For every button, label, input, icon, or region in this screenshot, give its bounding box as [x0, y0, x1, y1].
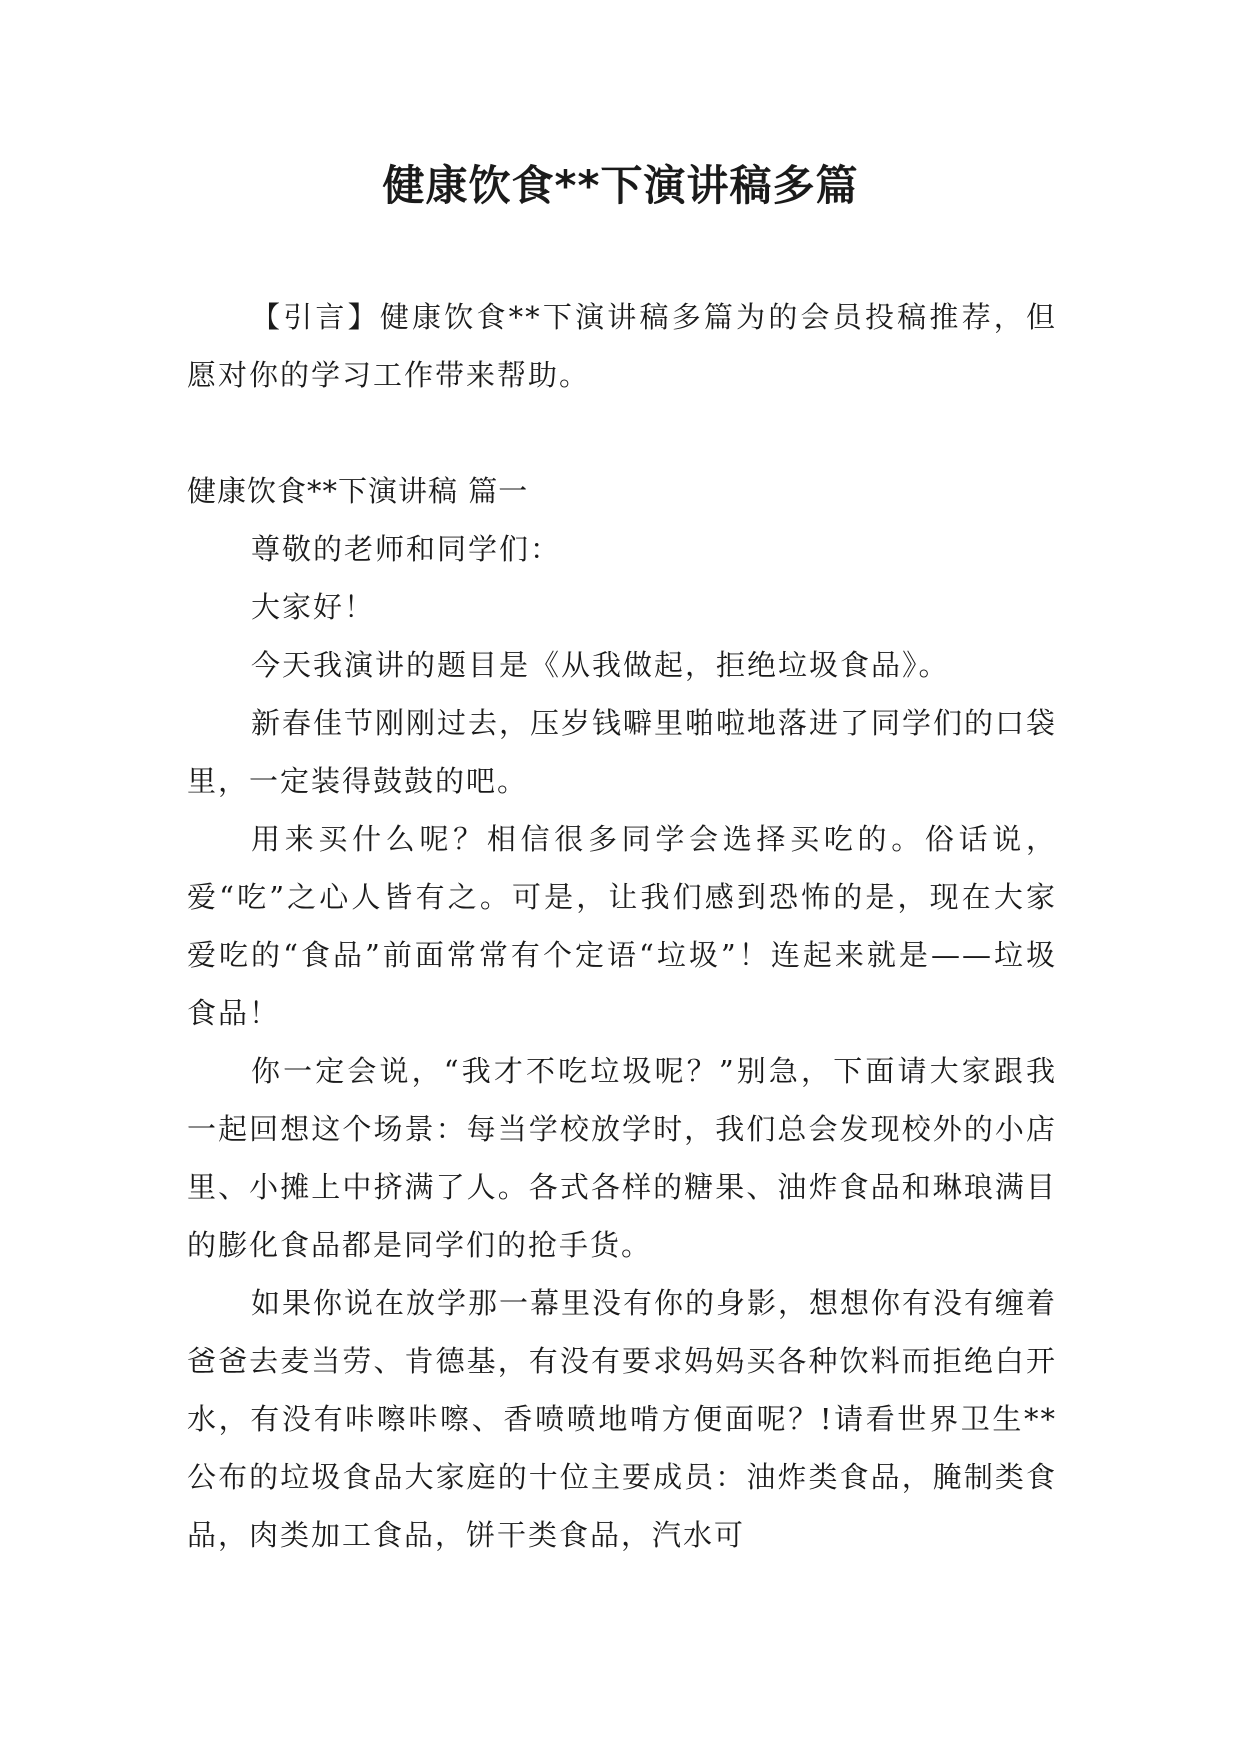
body-paragraph: 你一定会说，“我才不吃垃圾呢？”别急，下面请大家跟我一起回想这个场景：每当学校放学时，我们总会发现校外的小店里、小摊上中挤满了人。各式各样的糖果、油炸食品和琳琅满目的膨化食品都是同学们的抢手货。 [187, 1054, 1057, 1262]
body-paragraph: 如果你说在放学那一幕里没有你的身影，想想你有没有缠着爸爸去麦当劳、肯德基，有没有要求妈妈买各种饮料而拒绝白开水，有没有咔嚓咔嚓、香喷喷地啃方便面呢？!请看世界卫生**公布的垃圾食品大家庭的十位主要成员：油炸类食品，腌制类食品，肉类加工食品，饼干类食品，汽水可 [187, 1286, 1058, 1552]
salutation-paragraph: 尊敬的老师和同学们： [251, 532, 562, 566]
intro-paragraph: 【引言】健康饮食**下演讲稿多篇为的会员投稿推荐，但愿对你的学习工作带来帮助。 [187, 300, 1057, 392]
body-paragraph: 新春佳节刚刚过去，压岁钱噼里啪啦地落进了同学们的口袋里，一定装得鼓鼓的吧。 [187, 706, 1058, 798]
greeting-paragraph: 大家好！ [251, 590, 376, 624]
body-paragraph: 用来买什么呢？相信很多同学会选择买吃的。俗话说，爱“吃”之心人皆有之。可是，让我们感到恐怖的是，现在大家爱吃的“食品”前面常常有个定语“垃圾”！连起来就是——垃圾食品！ [187, 822, 1057, 1030]
speech-topic-paragraph: 今天我演讲的题目是《从我做起，拒绝垃圾食品》。 [251, 648, 950, 682]
document-title: 健康饮食**下演讲稿多篇 [382, 161, 859, 210]
document-body [187, 288, 1057, 1564]
section-heading: 健康饮食**下演讲稿 篇一 [187, 474, 529, 508]
